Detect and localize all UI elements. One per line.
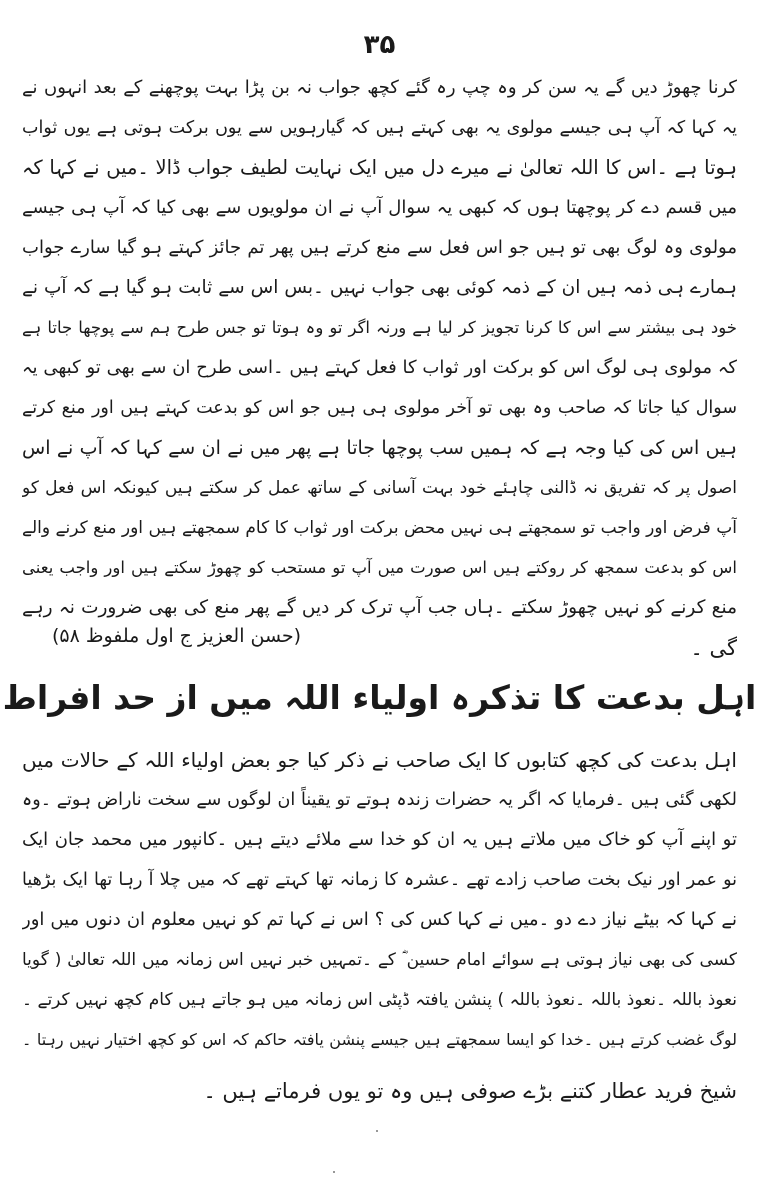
page-number: ۳۵ xyxy=(363,30,396,60)
paragraph-1-line: آپ فرض اور واجب تو سمجھتے ہی نہیں محض برکت اور ثواب کا کام سمجھتے ہیں اور منع کرنے والے xyxy=(22,518,737,538)
paragraph-2-line: تو اپنے آپ کو خاک میں ملاتے ہیں یہ ان کو خدا سے ملائے دیتے ہیں ۔کانپور میں محمد جان ایک xyxy=(22,829,737,850)
paragraph-1-line: کرنا چھوڑ دیں گے یہ سن کر وہ چپ رہ گئے کچھ جواب نہ بن پڑا بہت پوچھنے کے بعد انہوں نے xyxy=(22,77,737,98)
paragraph-1-line: اصول پر کہ تفریق نہ ڈالنی چاہئے خود بہت آسانی کے ساتھ عمل کر سکتے ہیں کیونکہ اس فعل کو xyxy=(22,478,737,498)
paragraph-1-line: منع کرنے کو نہیں چھوڑ سکتے ۔ہاں جب آپ ترک کر دیں گے پھر منع کی بھی ضرورت نہ رہے xyxy=(22,597,737,618)
closing-line: شیخ فرید عطار کتنے بڑے صوفی ہیں وہ تو یوں فرماتے ہیں ۔ xyxy=(203,1079,737,1103)
paragraph-1-last-line: گی ۔ xyxy=(690,636,737,660)
paragraph-1-line: خود ہی بیشتر سے اس کا کرنا تجویز کر لیا ہے ورنہ اگر تو وہ ہوتا تو جس طرح ہم سے پوچھا جاتا ہے xyxy=(22,318,737,337)
paragraph-2-line: کسی کی بھی نیاز ہوتی ہے سوائے امام حسین ؓ کے ۔تمہیں خبر نہیں اس زمانہ میں اللہ تعالیٰ ( گویا xyxy=(22,950,737,970)
paragraph-1-line: ہمارے ہی ذمہ ہیں ان کے ذمہ کوئی بھی جواب نہیں ۔بس اس سے ثابت ہو گیا ہے کہ آپ نے xyxy=(22,277,737,298)
paragraph-1-line: ہیں اس کی کیا وجہ ہے کہ ہمیں سب پوچھا جاتا ہے پھر میں نے ان سے کہا کہ آپ نے اس xyxy=(22,437,737,459)
paragraph-1-line: میں قسم دے کر پوچھتا ہوں کہ کبھی یہ سوال آپ نے ان مولویوں سے بھی کیا کہ آپ ہی جیسے xyxy=(22,197,737,218)
paragraph-1-line: ہوتا ہے ۔اس کا اللہ تعالیٰ نے میرے دل میں ایک نہایت لطیف جواب ڈالا ۔میں نے کہا کہ xyxy=(22,156,737,179)
paragraph-2-line: نو عمر اور نیک بخت صاحب زادے تھے ۔عشرہ کا زمانہ تھا کہتے تھے کہ میں چلا آ رہا تھا ایک بڑھیا xyxy=(22,870,737,890)
paragraph-2-line: نعوذ باللہ ۔نعوذ باللہ ۔نعوذ باللہ ) پنشن یافتہ ڈپٹی اس زمانہ میں ہو جاتے ہیں کام کچھ نہیں کرتے ۔ xyxy=(22,990,737,1010)
paragraph-2-line: نے کہا کہ بیٹے نیاز دے دو ۔میں نے کہا کس کی ؟ اس نے کہا تم کو نہیں معلوم ان دنوں میں اور xyxy=(22,909,737,930)
paragraph-1 xyxy=(22,68,737,668)
paragraph-2-line: اہل بدعت کی کچھ کتابوں کا ایک صاحب نے ذکر کیا جو بعض اولیاء اللہ کے حالات میں xyxy=(22,748,737,772)
paragraph-1-line: کہ مولوی ہی لوگ اس کو برکت اور ثواب کا فعل کہتے ہیں ۔اسی طرح ان سے بھی تو کبھی یہ xyxy=(22,357,737,378)
paragraph-1-line: یہ کہا کہ آپ ہی جیسے مولوی یہ بھی کہتے ہیں کہ گیارہویں سے یوں برکت ہوتی ہے یوں ثواب xyxy=(22,118,737,138)
paragraph-2 xyxy=(22,740,737,1060)
scan-speck xyxy=(333,1171,335,1173)
paragraph-2-line: لکھی گئی ہیں ۔فرمایا کہ اگر یہ حضرات زندہ ہوتے تو یقیناً ان لوگوں سے سخت ناراض ہوتے ۔وہ xyxy=(22,790,737,810)
source-reference: (حسن العزیز ج اول ملفوظ ۵۸) xyxy=(52,625,302,647)
section-heading: اہل بدعت کا تذکرہ اولیاء اللہ میں از حد افراط xyxy=(2,678,757,717)
paragraph-1-line: اس کو بدعت سمجھ کر روکتے ہیں اس صورت میں آپ تو مستحب کو چھوڑ سکتے ہیں اور واجب یعنی xyxy=(22,558,737,577)
paragraph-1-line: مولوی وہ لوگ بھی تو ہیں جو اس فعل سے منع کرتے ہیں پھر تم جائز کہتے ہو گیا سارے جواب xyxy=(22,237,737,258)
scan-speck xyxy=(376,1130,378,1132)
paragraph-2-line: لوگ غضب کرتے ہیں ۔خدا کو ایسا سمجھتے ہیں جیسے پنشن یافتہ حاکم کہ اس کو کچھ اختیار نہیں رہتا ۔ xyxy=(22,1030,737,1049)
paragraph-1-line: سوال کیا جاتا کہ صاحب وہ بھی تو آخر مولوی ہی ہیں جو اس کو بدعت کہتے ہیں اور منع کرتے xyxy=(22,398,737,418)
